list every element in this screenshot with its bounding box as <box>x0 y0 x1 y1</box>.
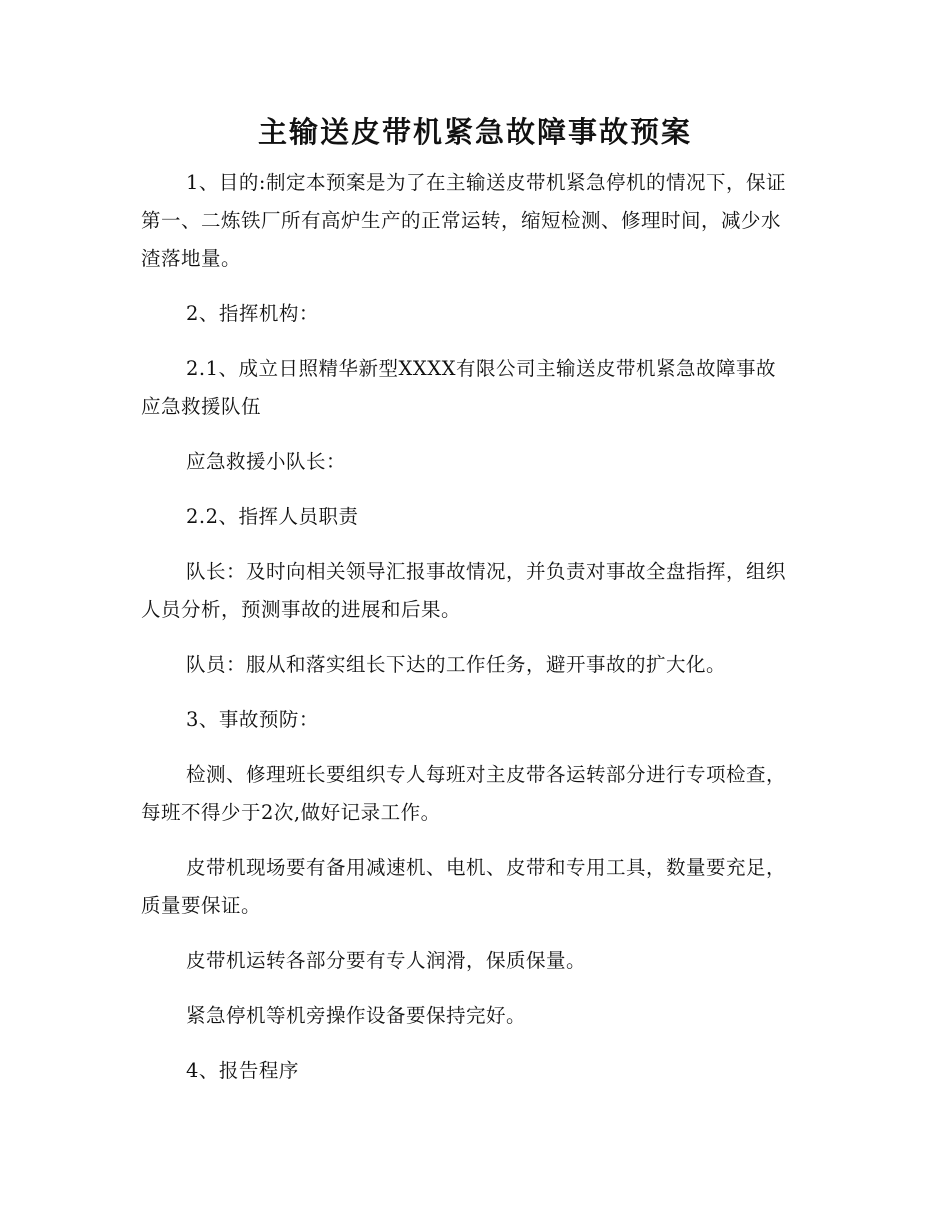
paragraph-inspection: 检测、修理班长要组织专人每班对主皮带各运转部分进行专项检查，每班不得少于2次,做好记录工作。 <box>141 763 787 824</box>
paragraph-emergency-stop: 紧急停机等机旁操作设备要保持完好。 <box>186 1004 527 1027</box>
document-body <box>141 164 796 1107</box>
document-title: 主输送皮带机紧急故障事故预案 <box>257 115 692 149</box>
paragraph-lubrication: 皮带机运转各部分要有专人润滑，保质保量。 <box>186 949 587 972</box>
paragraph-purpose: 1、目的:制定本预案是为了在主输送皮带机紧急停机的情况下，保证第一、二炼铁厂所有高炉生产的正常运转，缩短检测、修理时间，减少水渣落地量。 <box>141 171 786 270</box>
paragraph-rescue-team: 2.1、成立日照精华新型XXXX有限公司主输送皮带机紧急故障事故应急救援队伍 <box>141 357 777 418</box>
heading-commander-duties: 2.2、指挥人员职责 <box>186 505 359 528</box>
heading-reporting-procedure: 4、报告程序 <box>186 1059 299 1082</box>
paragraph-spare-equipment: 皮带机现场要有备用减速机、电机、皮带和专用工具，数量要充足，质量要保证。 <box>141 856 787 917</box>
paragraph-team-leader: 应急救援小队长： <box>186 450 347 473</box>
paragraph-member-duties: 队员：服从和落实组长下达的工作任务，避开事故的扩大化。 <box>186 653 727 676</box>
heading-command-structure: 2、指挥机构： <box>186 302 319 325</box>
paragraph-leader-duties: 队长：及时向相关领导汇报事故情况，并负责对事故全盘指挥，组织人员分析，预测事故的进展和后果。 <box>141 560 787 621</box>
heading-accident-prevention: 3、事故预防： <box>186 708 319 731</box>
